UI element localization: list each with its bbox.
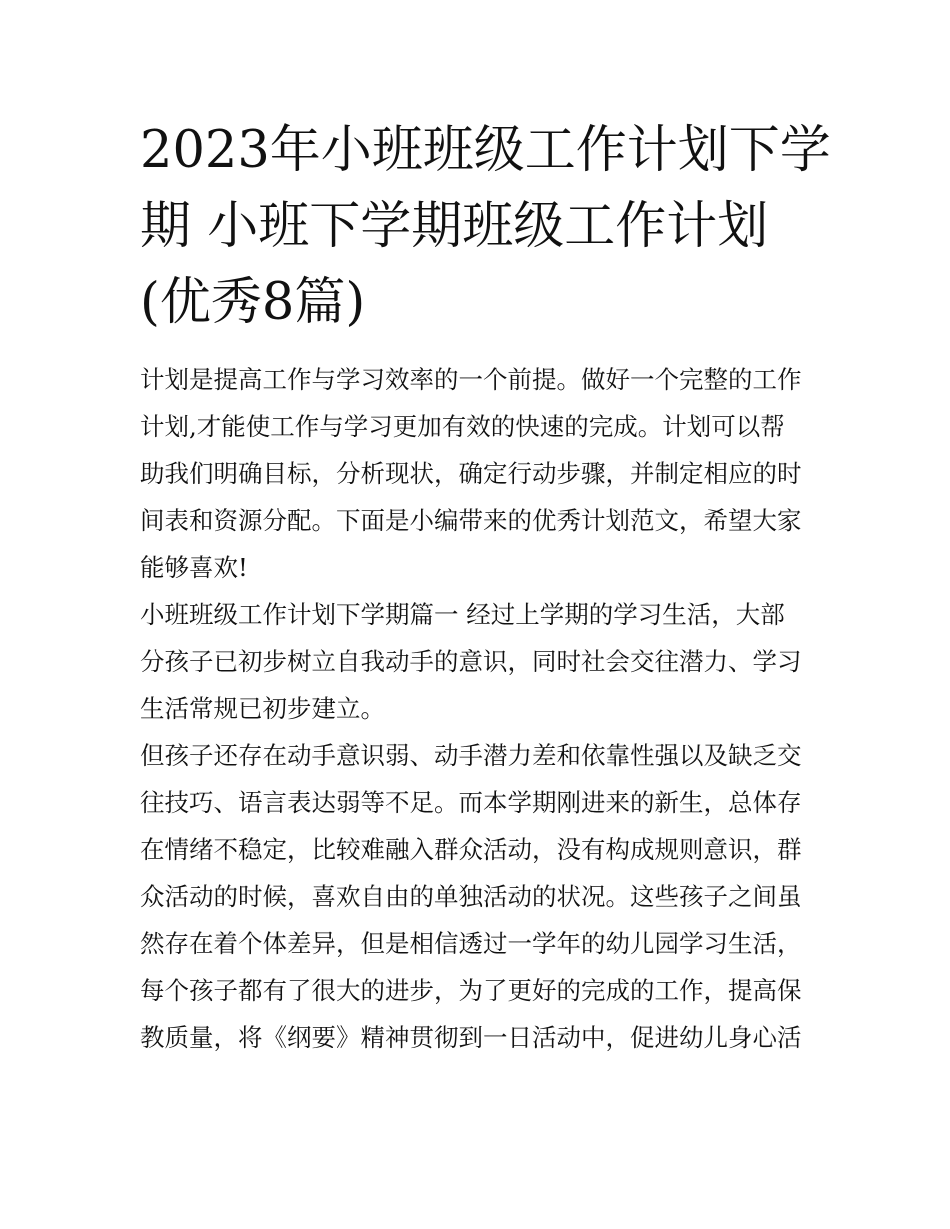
body-line: 计划,才能使工作与学习更加有效的快速的完成。计划可以帮 — [140, 412, 785, 441]
body-line: 间表和资源分配。下面是小编带来的优秀计划范文，希望大家 — [140, 506, 802, 535]
body-line: 分孩子已初步树立自我动手的意识，同时社会交往潜力、学习 — [140, 647, 802, 676]
body-line: 能够喜欢! — [140, 553, 248, 582]
body-line: 助我们明确目标，分析现状，确定行动步骤，并制定相应的时 — [140, 459, 802, 488]
title-line-1: 2023年小班班级工作计划下学 — [140, 121, 831, 180]
body-line: 计划是提高工作与学习效率的一个前提。做好一个完整的工作 — [140, 365, 802, 394]
document-title — [140, 113, 831, 341]
body-line: 小班班级工作计划下学期篇一 经过上学期的学习生活，大部 — [140, 600, 785, 629]
body-line: 生活常规已初步建立。 — [140, 694, 385, 723]
body-line: 然存在着个体差异，但是相信透过一学年的幼儿园学习生活， — [140, 929, 802, 958]
body-line: 在情绪不稳定，比较难融入群众活动，没有构成规则意识，群 — [140, 835, 802, 864]
title-line-2: 期 小班下学期班级工作计划 — [140, 197, 769, 256]
body-line: 众活动的时候，喜欢自由的单独活动的状况。这些孩子之间虽 — [140, 882, 802, 911]
body-line: 每个孩子都有了很大的进步，为了更好的完成的工作，提高保 — [140, 976, 802, 1005]
document-body — [140, 356, 820, 1061]
title-line-3: (优秀8篇) — [140, 273, 366, 332]
body-line: 教质量，将《纲要》精神贯彻到一日活动中，促进幼儿身心活 — [140, 1023, 802, 1052]
body-line: 往技巧、语言表达弱等不足。而本学期刚进来的新生，总体存 — [140, 788, 802, 817]
body-line: 但孩子还存在动手意识弱、动手潜力差和依靠性强以及缺乏交 — [140, 741, 802, 770]
